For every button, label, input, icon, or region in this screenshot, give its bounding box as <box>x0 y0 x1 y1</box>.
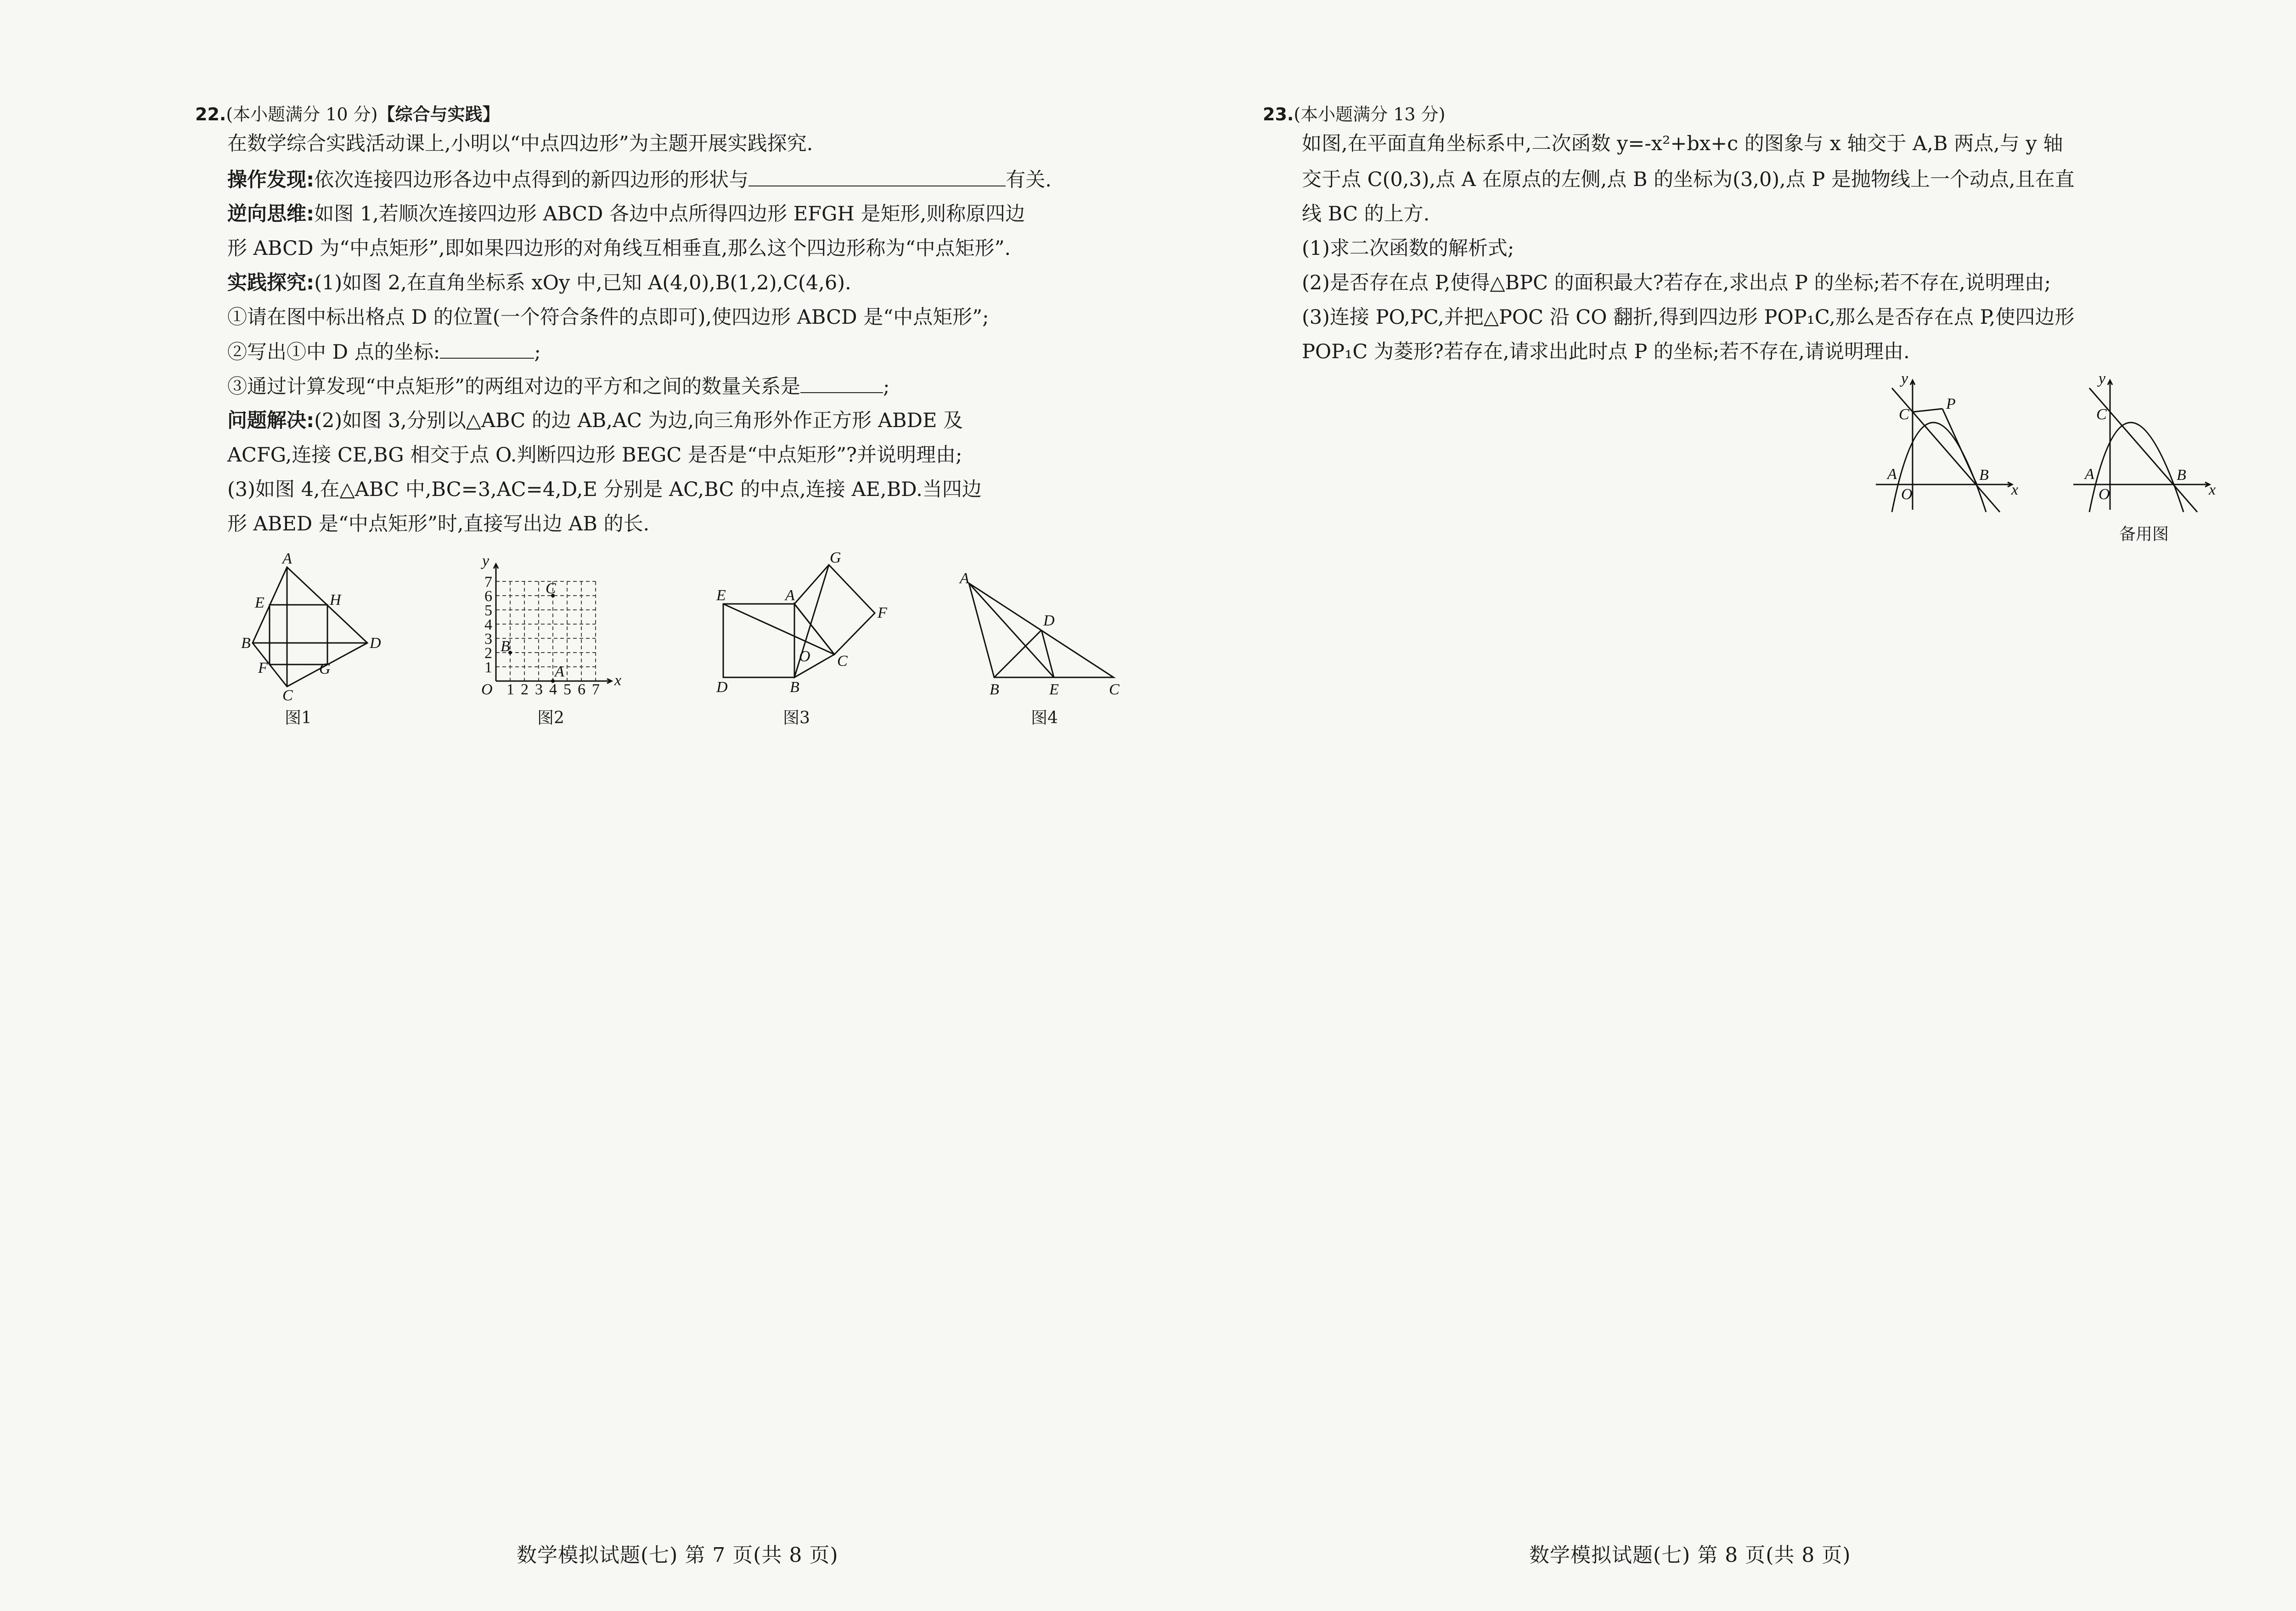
q23-part-3-1: (3)连接 PO,PC,并把△POC 沿 CO 翻折,得到四边形 POP₁C,那么是否存在点 P,使四边形 <box>1302 306 2075 329</box>
label: O <box>799 648 810 665</box>
x-tick: 3 <box>535 681 543 698</box>
triangle-abc <box>794 604 834 677</box>
rect-efgh <box>270 605 327 665</box>
y-tick: 3 <box>484 631 492 648</box>
q23-figure-main <box>1874 370 2020 518</box>
segment-pc <box>1913 409 1942 412</box>
label: P <box>1946 395 1956 412</box>
y-tick: 2 <box>484 645 492 662</box>
label: G <box>830 549 841 566</box>
q22-part3-2: 形 ABED 是“中点矩形”时,直接写出边 AB 的长. <box>227 513 650 535</box>
y-tick: 1 <box>484 659 492 676</box>
item3-text: ③通过计算发现“中点矩形”的两组对边的平方和之间的数量关系是 <box>227 375 800 398</box>
point-c-label: C <box>546 580 556 597</box>
rev-label: 逆向思维: <box>227 203 315 225</box>
q22-number: 22. <box>195 104 226 124</box>
label: H <box>330 591 341 608</box>
origin-label: O <box>481 681 493 698</box>
point-b-label: B <box>501 638 510 655</box>
label: C <box>1109 681 1120 698</box>
y-tick: 5 <box>484 602 492 619</box>
label: C <box>282 687 293 704</box>
op-text: 依次连接四边形各边中点得到的新四边形的形状与 <box>314 169 749 192</box>
label: G <box>319 660 331 677</box>
segment-pb <box>1942 409 1977 484</box>
q22-operation <box>227 170 1052 190</box>
label: C <box>1899 406 1909 423</box>
label: D <box>1043 612 1055 629</box>
op-answer-blank[interactable] <box>748 170 1006 186</box>
label: A <box>282 550 292 567</box>
op-tail: 有关. <box>1006 169 1052 192</box>
label: A <box>785 587 795 604</box>
x-tick: 1 <box>506 681 514 698</box>
prac-label: 实践探究: <box>227 271 315 294</box>
x-tick: 6 <box>578 681 585 698</box>
q23-score: (本小题满分 13 分) <box>1294 104 1446 124</box>
label: B <box>2177 467 2186 484</box>
q22-item-1: ①请在图中标出格点 D 的位置(一个符合条件的点即可),使四边形 ABCD 是“中点矩形”; <box>227 306 989 329</box>
figure-3 <box>709 549 902 702</box>
x-tick: 2 <box>521 681 529 698</box>
rev-text-1: 如图 1,若顺次连接四边形 ABCD 各边中点所得四边形 EFGH 是矩形,则称原四边 <box>314 203 1025 225</box>
label: B <box>241 635 251 652</box>
y-tick: 6 <box>484 588 492 605</box>
item2-answer-blank[interactable] <box>440 342 534 359</box>
q22-score: (本小题满分 10 分) <box>226 104 378 124</box>
label: B <box>990 681 999 698</box>
spare-figure-caption: 备用图 <box>2119 525 2169 544</box>
q23-part-3-2: POP₁C 为菱形?若存在,请求出此时点 P 的坐标;若不存在,请说明理由. <box>1302 340 1910 363</box>
q22-solve-1 <box>227 411 963 431</box>
page-8 <box>1171 0 2296 1611</box>
label: O <box>1901 486 1913 503</box>
label: D <box>716 679 728 696</box>
footer-page-7: 数学模拟试题(七) 第 7 页(共 8 页) <box>517 1543 838 1567</box>
prac-text: (1)如图 2,在直角坐标系 xOy 中,已知 A(4,0),B(1,2),C(4,6). <box>314 271 851 294</box>
label: A <box>1887 466 1897 483</box>
q23-header <box>1263 100 1446 125</box>
q22-item-3 <box>227 377 889 397</box>
segment-ce <box>723 604 834 654</box>
x-axis-label: x <box>614 672 622 689</box>
solve-text-1: (2)如图 3,分别以△ABC 的边 AB,AC 为边,向三角形外作正方形 ABDE 及 <box>314 409 963 432</box>
q22-header <box>195 100 500 125</box>
label: D <box>370 635 381 652</box>
q23-text-2: 交于点 C(0,3),点 A 在原点的左侧,点 B 的坐标为(3,0),点 P 是抛物线上一个动点,且在直 <box>1302 168 2075 191</box>
label: F <box>878 604 887 621</box>
label: C <box>837 653 848 670</box>
label: E <box>716 587 726 604</box>
label: E <box>255 594 264 611</box>
q22-practice <box>227 273 851 293</box>
label: x <box>2209 481 2216 498</box>
y-axis-label: y <box>482 552 490 569</box>
figure-3-caption: 图3 <box>783 709 810 727</box>
figure-4 <box>955 569 1130 700</box>
q22-reverse-1 <box>227 204 1025 224</box>
item3-answer-blank[interactable] <box>800 377 883 393</box>
y-tick: 4 <box>484 616 492 633</box>
figure-4-caption: 图4 <box>1031 709 1058 727</box>
q23-part-2: (2)是否存在点 P,使得△BPC 的面积最大?若存在,求出点 P 的坐标;若不存在,说明理由; <box>1302 271 2051 294</box>
q22-tag: 【综合与实践】 <box>377 104 500 124</box>
x-tick: 5 <box>563 681 571 698</box>
figure-2-caption: 图2 <box>537 709 564 727</box>
q23-part-1: (1)求二次函数的解析式; <box>1302 237 1514 260</box>
x-tick: 7 <box>592 681 600 698</box>
y-tick: 7 <box>484 574 492 591</box>
figure-2 <box>468 551 638 704</box>
q23-figure-spare <box>2071 370 2223 518</box>
label: y <box>1901 370 1908 387</box>
item3-tail: ; <box>883 375 890 398</box>
item2-tail: ; <box>534 341 541 364</box>
q22-solve-2: ACFG,连接 CE,BG 相交于点 O.判断四边形 BEGC 是否是“中点矩形”?并说明理由; <box>227 444 962 467</box>
point-a-label: A <box>555 663 564 680</box>
q22-intro: 在数学综合实践活动课上,小明以“中点四边形”为主题开展实践探究. <box>227 132 813 155</box>
label: C <box>2096 406 2107 423</box>
label: x <box>2011 481 2019 498</box>
label: A <box>2085 466 2094 483</box>
square-abde <box>723 604 794 677</box>
q22-part3-1: (3)如图 4,在△ABC 中,BC=3,AC=4,D,E 分别是 AC,BC 的中点,连接 AE,BD.当四边 <box>227 478 982 501</box>
q23-text-3: 线 BC 的上方. <box>1302 203 1430 225</box>
figure-1-caption: 图1 <box>285 709 312 727</box>
x-tick: 4 <box>549 681 557 698</box>
label: B <box>790 679 799 696</box>
label: B <box>1979 467 1989 484</box>
q23-number: 23. <box>1263 104 1294 124</box>
solve-label: 问题解决: <box>227 409 315 432</box>
label: F <box>258 659 268 676</box>
footer-page-8: 数学模拟试题(七) 第 8 页(共 8 页) <box>1529 1543 1851 1567</box>
figure-1 <box>239 550 390 707</box>
op-label: 操作发现: <box>227 169 315 192</box>
q22-item-2 <box>227 342 541 362</box>
item2-text: ②写出①中 D 点的坐标: <box>227 341 440 364</box>
label: O <box>2099 486 2110 503</box>
label: A <box>960 570 969 587</box>
q22-reverse-2: 形 ABCD 为“中点矩形”,即如果四边形的对角线互相垂直,那么这个四边形称为“中点矩形”. <box>227 237 1011 260</box>
q23-text-1: 如图,在平面直角坐标系中,二次函数 y=-x²+bx+c 的图象与 x 轴交于 A,B 两点,与 y 轴 <box>1302 132 2063 155</box>
label: E <box>1049 681 1059 698</box>
label: y <box>2099 370 2106 387</box>
